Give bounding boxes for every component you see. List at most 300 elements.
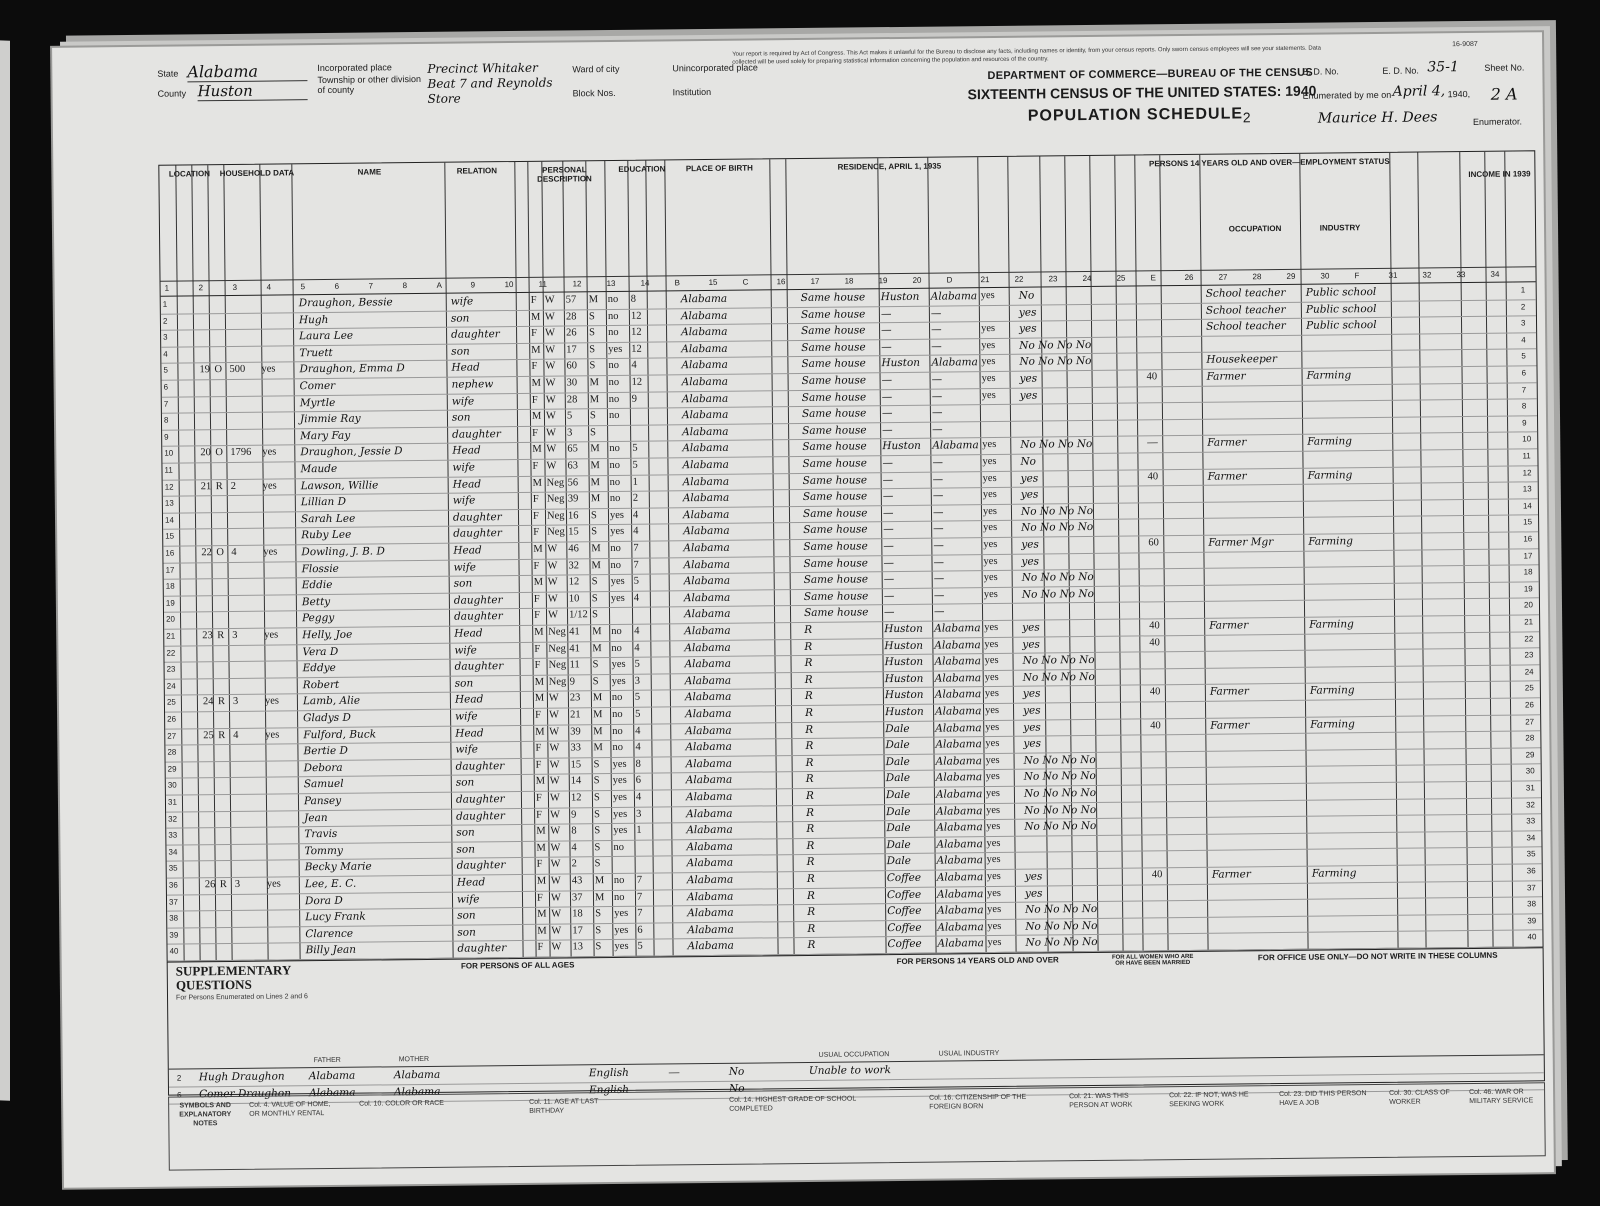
- cell-cty: —: [883, 556, 895, 569]
- cell-rel: son: [450, 312, 470, 325]
- cell-name: Comer: [299, 379, 336, 393]
- cell-sch: no: [610, 542, 621, 555]
- cell-cty: —: [881, 390, 893, 403]
- cell-res: R: [805, 706, 814, 719]
- supp-over14: FOR PERSONS 14 YEARS OLD AND OVER: [896, 955, 1059, 967]
- ed-value: 35-1: [1427, 59, 1459, 76]
- supplementary-title: SUPPLEMENTARY QUESTIONS: [175, 962, 291, 993]
- cell-cty: —: [883, 606, 895, 619]
- cell-grade: 5: [634, 658, 640, 670]
- cell-grade: 12: [630, 310, 642, 322]
- cell-mar: M: [592, 692, 603, 704]
- cell-sex: M: [533, 576, 544, 589]
- cell-sex: M: [534, 693, 545, 705]
- cell-occ: School teacher: [1205, 320, 1286, 333]
- cell-name: Eddye: [302, 662, 336, 675]
- cell-grade: 5: [633, 575, 639, 587]
- cell-dwell: 21: [200, 480, 212, 492]
- cell-name: Betty: [301, 595, 331, 609]
- cell-mar: S: [594, 808, 601, 820]
- cell-work: yes: [1023, 721, 1041, 734]
- cell-res: Same house: [802, 507, 868, 520]
- township-value: Precinct Whitaker Beat 7 and Reynolds Store: [427, 60, 553, 106]
- cell-ind: Farming: [1309, 684, 1355, 698]
- confidentiality-notice: Your report is required by Act of Congress. This Act makes it unlawful for the Bureau to disclose any facts, including names or identity, from your census reports. Only sworn census employees will see your statements. Data collected will be used solely for preparing statistical information concerning the population and resources of the country.: [732, 45, 1322, 66]
- cell-cty: Huston: [884, 655, 924, 669]
- cell-st: —: [932, 423, 943, 436]
- column-number: 20: [912, 275, 922, 285]
- cell-ln-right: 13: [1522, 484, 1532, 494]
- cell-sex: F: [536, 809, 543, 821]
- cell-name: Samuel: [303, 778, 344, 791]
- cell-sex: M: [537, 925, 547, 937]
- cell-ln: 17: [165, 565, 175, 575]
- township-label: Township or other division of county: [317, 73, 422, 96]
- cell-sch: no: [609, 443, 620, 455]
- cell-work: No No No No: [1020, 504, 1094, 518]
- cell-st: —: [933, 589, 945, 602]
- cell-age: 56: [567, 476, 579, 489]
- cell-name: Clarence: [305, 927, 354, 941]
- cell-sex: M: [537, 908, 547, 920]
- column-number: 5: [300, 282, 306, 292]
- cell-name: Lucy Frank: [305, 910, 366, 924]
- cell-name: Lee, E. C.: [304, 877, 357, 891]
- cell-ln-right: 29: [1525, 750, 1535, 760]
- cell-mar: S: [591, 592, 598, 605]
- header-income: INCOME IN 1939: [1468, 169, 1531, 180]
- cell-ln: 19: [165, 598, 175, 608]
- cell-st: Alabama: [937, 920, 984, 934]
- cell-sch: yes: [612, 758, 627, 770]
- column-number: 14: [640, 278, 650, 288]
- cell-grade: 5: [632, 443, 638, 455]
- cell-val: yes: [262, 446, 277, 459]
- cell-farm: yes: [983, 572, 998, 584]
- sd-label: S. D. No.: [1302, 66, 1339, 77]
- cell-cty: Huston: [884, 622, 923, 636]
- notes-col11: Col. 11. AGE AT LAST BIRTHDAY: [529, 1098, 599, 1115]
- cell-mar: M: [592, 626, 602, 638]
- cell-name: Bertie D: [303, 744, 349, 758]
- cell-rel: wife: [452, 494, 476, 507]
- cell-res: R: [804, 623, 813, 636]
- cell-race: W: [550, 842, 561, 854]
- cell-res: Same house: [801, 324, 866, 338]
- cell-cty: Huston: [882, 440, 921, 453]
- column-number: 10: [504, 280, 514, 290]
- cell-mar: M: [593, 742, 603, 754]
- cell-race: W: [551, 925, 562, 937]
- column-number: 15: [708, 277, 718, 287]
- cell-own: 4: [233, 729, 239, 741]
- cell-rel: Head: [452, 477, 482, 491]
- cell-ln-right: 28: [1525, 733, 1535, 743]
- cell-name: Lamb, Alie: [302, 695, 361, 708]
- cell-cty: —: [882, 473, 894, 486]
- cell-ln-right: 7: [1521, 385, 1527, 395]
- cell-cty: —: [880, 307, 892, 320]
- cell-rel: Head: [453, 544, 482, 557]
- cell-val: yes: [262, 480, 277, 492]
- column-number: 16: [776, 277, 786, 287]
- cell-farm: yes: [982, 505, 998, 517]
- cell-cty: Huston: [881, 357, 921, 370]
- cell-sch: yes: [610, 592, 625, 604]
- cell-work: yes: [1020, 488, 1039, 501]
- schedule-title: POPULATION SCHEDULE: [1027, 105, 1244, 125]
- cell-birth: Alabama: [680, 292, 728, 306]
- cell-ln: 12: [164, 482, 174, 492]
- cell-own: 4: [231, 546, 237, 558]
- cell-race: Neg: [548, 643, 566, 655]
- cell-mar: S: [591, 609, 598, 621]
- cell-grade: 4: [634, 642, 640, 654]
- cell-rel: daughter: [453, 593, 503, 607]
- cell-farm: yes: [983, 588, 998, 600]
- cell-st: —: [932, 473, 944, 486]
- cell-birth: Alabama: [684, 657, 732, 671]
- cell-ln-right: 26: [1524, 700, 1534, 710]
- cell-age: 5: [566, 410, 573, 422]
- supp-usual-ind: USUAL INDUSTRY: [938, 1049, 1000, 1058]
- cell-st: Alabama: [937, 937, 984, 951]
- cell-grade: 1: [632, 476, 638, 488]
- cell-work: yes: [1022, 621, 1040, 634]
- supp-cell-name: Comer Draughon: [198, 1087, 292, 1101]
- cell-farm: yes: [985, 771, 1000, 783]
- cell-ln: 23: [166, 664, 176, 674]
- cell-farm: yes: [984, 655, 999, 667]
- supp-cell-lang: English: [588, 1083, 630, 1097]
- cell-st: —: [932, 506, 944, 519]
- supp-cell-name: Hugh Draughon: [198, 1070, 285, 1084]
- cell-mar: S: [595, 941, 602, 953]
- cell-rel: wife: [453, 561, 477, 574]
- notes-col21: Col. 21. WAS THIS PERSON AT WORK: [1069, 1092, 1133, 1110]
- cell-race: W: [544, 311, 555, 323]
- cell-rel: daughter: [455, 793, 505, 806]
- cell-occ: Farmer: [1207, 436, 1247, 450]
- cell-rel: daughter: [452, 510, 502, 524]
- cell-farm: yes: [985, 754, 1000, 766]
- cell-st: —: [933, 522, 944, 536]
- cell-sch: no: [611, 642, 622, 654]
- cell-work: yes: [1021, 555, 1040, 568]
- cell-name: Billy Jean: [305, 944, 357, 957]
- cell-ln: 39: [169, 930, 179, 940]
- cell-hrs: 60: [1148, 537, 1159, 549]
- cell-ln: 6: [163, 382, 169, 392]
- cell-grade: 4: [633, 592, 640, 604]
- cell-sex: F: [535, 709, 541, 721]
- cell-st: Alabama: [936, 837, 983, 851]
- cell-race: W: [548, 692, 559, 705]
- cell-rel: Head: [451, 361, 480, 375]
- column-number: 6: [334, 281, 340, 291]
- supp-father-label: FATHER: [313, 1056, 341, 1065]
- cell-race: W: [545, 377, 556, 389]
- cell-birth: Alabama: [682, 475, 730, 488]
- cell-sex: M: [536, 875, 547, 887]
- cell-cty: Dale: [886, 822, 911, 835]
- cell-cty: —: [881, 324, 892, 337]
- cell-st: Alabama: [937, 904, 984, 917]
- cell-race: W: [545, 394, 556, 406]
- supp-cell-occ: Unable to work: [808, 1064, 891, 1077]
- cell-sch: no: [609, 476, 621, 488]
- cell-res: R: [806, 823, 815, 836]
- cell-farm: yes: [983, 555, 998, 567]
- cell-mar: S: [589, 327, 595, 339]
- cell-work: yes: [1019, 322, 1037, 335]
- cell-farm: yes: [986, 887, 1002, 899]
- cell-birth: Alabama: [685, 707, 732, 721]
- cell-hrs: 40: [1149, 620, 1160, 632]
- cell-sch: yes: [610, 526, 625, 538]
- cell-dwell: 26: [204, 879, 216, 891]
- cell-work: yes: [1020, 472, 1039, 485]
- cell-res: R: [807, 906, 816, 919]
- enumerator-name: Maurice H. Dees: [1317, 109, 1438, 127]
- cell-age: 41: [569, 642, 580, 655]
- cell-ln: 34: [168, 847, 178, 857]
- cell-res: Same house: [803, 523, 868, 537]
- cell-work: No No No No: [1023, 770, 1096, 784]
- cell-age: 60: [566, 360, 577, 372]
- column-number: 13: [606, 278, 616, 289]
- cell-dwell: 25: [203, 729, 214, 741]
- cell-work: yes: [1024, 870, 1043, 883]
- cell-ln: 21: [166, 631, 176, 641]
- cell-ln-right: 5: [1521, 351, 1526, 361]
- cell-birth: Alabama: [683, 541, 730, 555]
- cell-sch: yes: [613, 825, 628, 837]
- cell-ln: 13: [164, 498, 174, 508]
- cell-ln-right: 3: [1520, 318, 1526, 328]
- cell-grade: 4: [634, 625, 640, 637]
- cell-name: Laura Lee: [299, 329, 354, 343]
- cell-res: R: [805, 773, 814, 786]
- cell-work: No No No No: [1022, 654, 1095, 667]
- cell-rel: son: [455, 776, 475, 790]
- supp-cell-ln: 2: [176, 1073, 182, 1083]
- cell-res: R: [805, 723, 814, 736]
- cell-rel: daughter: [451, 328, 500, 341]
- column-number: A: [436, 280, 442, 290]
- cell-st: Alabama: [934, 655, 982, 668]
- cell-val: yes: [266, 878, 281, 890]
- cell-grade: 5: [634, 692, 641, 704]
- cell-age: 39: [567, 493, 579, 505]
- cell-grade: 4: [635, 725, 641, 737]
- cell-birth: Alabama: [682, 491, 730, 505]
- cell-occ: Farmer Mgr: [1208, 536, 1274, 549]
- column-number: 25: [1116, 273, 1126, 283]
- cell-ln: 18: [165, 581, 175, 591]
- cell-farm: yes: [985, 738, 1000, 750]
- cell-grade: 7: [636, 891, 643, 903]
- cell-age: 28: [566, 393, 578, 406]
- cell-sex: M: [532, 444, 542, 456]
- cell-res: R: [805, 740, 814, 753]
- cell-sex: F: [535, 759, 542, 771]
- cell-race: Neg: [546, 493, 565, 505]
- cell-val: yes: [264, 629, 279, 641]
- cell-sch: yes: [610, 576, 625, 588]
- cell-fam: R: [219, 879, 227, 891]
- column-number: 11: [538, 279, 547, 289]
- cell-own: 3: [234, 878, 241, 890]
- cell-occ: Farmer: [1210, 718, 1250, 732]
- cell-race: W: [550, 825, 561, 837]
- cell-age: 63: [567, 460, 579, 472]
- cell-sch: yes: [614, 908, 629, 920]
- cell-name: Lillian D: [300, 495, 347, 509]
- cell-cty: Coffee: [886, 888, 922, 901]
- cell-val: yes: [264, 695, 279, 708]
- department-title: DEPARTMENT OF COMMERCE—BUREAU OF THE CENSUS: [987, 66, 1314, 83]
- cell-mar: S: [592, 675, 599, 688]
- cell-res: R: [805, 756, 814, 769]
- column-number: 31: [1388, 270, 1398, 280]
- cell-race: Neg: [548, 659, 567, 671]
- cell-cty: —: [883, 523, 894, 536]
- cell-ln: 22: [166, 648, 176, 658]
- cell-birth: Alabama: [681, 392, 729, 405]
- cell-st: Alabama: [936, 804, 983, 818]
- cell-race: W: [551, 941, 562, 954]
- cell-res: R: [804, 640, 813, 653]
- supp-women: FOR ALL WOMEN WHO ARE OR HAVE BEEN MARRIED: [1111, 953, 1194, 967]
- cell-st: Alabama: [934, 688, 982, 702]
- cell-age: 26: [566, 327, 577, 339]
- cell-farm: yes: [983, 522, 998, 534]
- column-number: 9: [470, 280, 476, 290]
- cell-rel: daughter: [453, 527, 502, 541]
- cell-fam: R: [217, 630, 225, 642]
- cell-sex: M: [536, 825, 546, 837]
- cell-ln-right: 17: [1523, 550, 1533, 561]
- cell-cty: Dale: [885, 755, 910, 768]
- cell-farm: yes: [986, 821, 1001, 833]
- cell-ln-right: 15: [1523, 517, 1533, 527]
- cell-st: Alabama: [935, 705, 982, 718]
- cell-rel: nephew: [451, 378, 494, 391]
- cell-occ: Farmer: [1211, 868, 1251, 881]
- cell-sch: yes: [614, 924, 629, 936]
- cell-rel: son: [456, 826, 475, 839]
- cell-ln-right: 19: [1523, 584, 1533, 594]
- cell-sex: M: [531, 344, 541, 356]
- cell-name: Dowling, J. B. D: [301, 545, 385, 559]
- cell-ln: 35: [168, 863, 178, 874]
- census-sheet: [52, 32, 1554, 1188]
- cell-farm: yes: [984, 688, 999, 700]
- cell-birth: Alabama: [683, 608, 731, 621]
- cell-res: R: [807, 939, 816, 952]
- cell-sch: no: [609, 459, 621, 472]
- cell-work: No No No No: [1020, 438, 1093, 452]
- supp-cell-ss: No: [728, 1065, 745, 1078]
- cell-work: yes: [1018, 306, 1037, 319]
- cell-mar: S: [589, 343, 596, 356]
- cell-val: yes: [265, 729, 280, 741]
- cell-mar: M: [594, 875, 605, 887]
- cell-ind: Public school: [1305, 302, 1377, 316]
- cell-race: W: [545, 410, 556, 422]
- cell-ln: 2: [162, 316, 168, 326]
- cell-age: 17: [566, 344, 577, 356]
- cell-fam: R: [217, 696, 226, 708]
- column-number: 18: [844, 276, 854, 286]
- supp-cell-vet: —: [668, 1084, 680, 1096]
- cell-cty: —: [881, 374, 893, 387]
- cell-work: No No No No: [1023, 786, 1097, 800]
- header-education: EDUCATION: [618, 164, 666, 174]
- cell-st: —: [931, 390, 943, 403]
- cell-mar: M: [594, 891, 605, 903]
- cell-grade: 5: [637, 941, 643, 953]
- cell-mar: S: [588, 310, 595, 322]
- notes-col46: Col. 46. WAR OR MILITARY SERVICE: [1469, 1088, 1534, 1106]
- cell-sex: M: [532, 477, 543, 489]
- cell-sex: M: [534, 676, 545, 688]
- cell-st: Alabama: [934, 638, 981, 652]
- cell-birth: Alabama: [683, 525, 730, 538]
- supp-cell-lang: English: [588, 1066, 629, 1080]
- cell-mar: S: [593, 775, 600, 787]
- cell-farm: yes: [984, 671, 999, 683]
- cell-ln-right: 36: [1526, 866, 1536, 876]
- cell-name: Hugh: [298, 313, 329, 326]
- cell-ln-right: 31: [1525, 783, 1535, 793]
- cell-birth: Alabama: [682, 425, 729, 439]
- cell-birth: Alabama: [687, 906, 734, 920]
- cell-sex: F: [532, 460, 539, 472]
- cell-dwell: 20: [200, 447, 211, 459]
- cell-cty: Huston: [884, 689, 924, 702]
- cell-name: Lawson, Willie: [300, 479, 379, 492]
- column-number: 33: [1456, 270, 1466, 280]
- cell-birth: Alabama: [686, 890, 734, 903]
- cell-rel: Head: [454, 627, 483, 640]
- cell-ln-right: 33: [1526, 816, 1536, 826]
- cell-age: 33: [570, 742, 581, 754]
- cell-name: Vera D: [302, 645, 339, 658]
- cell-farm: yes: [986, 804, 1001, 816]
- header-household: HOUSEHOLD DATA: [219, 168, 295, 179]
- column-number: 32: [1422, 270, 1432, 280]
- cell-sch: no: [608, 360, 619, 372]
- cell-sex: M: [535, 726, 545, 738]
- cell-birth: Alabama: [683, 558, 730, 571]
- cell-name: Draughon, Bessie: [298, 296, 393, 310]
- cell-cty: —: [882, 457, 894, 470]
- cell-birth: Alabama: [681, 325, 728, 339]
- cell-cty: Coffee: [886, 871, 922, 885]
- cell-age: 21: [570, 709, 581, 721]
- cell-work: No No No No: [1021, 571, 1094, 584]
- cell-work: yes: [1023, 737, 1042, 750]
- cell-work: No No No No: [1023, 753, 1096, 767]
- cell-grade: 6: [637, 924, 643, 936]
- cell-mar: S: [592, 659, 599, 671]
- cell-ln-right: 32: [1526, 799, 1536, 810]
- cell-st: Alabama: [935, 788, 983, 801]
- cell-sex: F: [537, 942, 544, 954]
- state-value: Alabama: [187, 61, 307, 82]
